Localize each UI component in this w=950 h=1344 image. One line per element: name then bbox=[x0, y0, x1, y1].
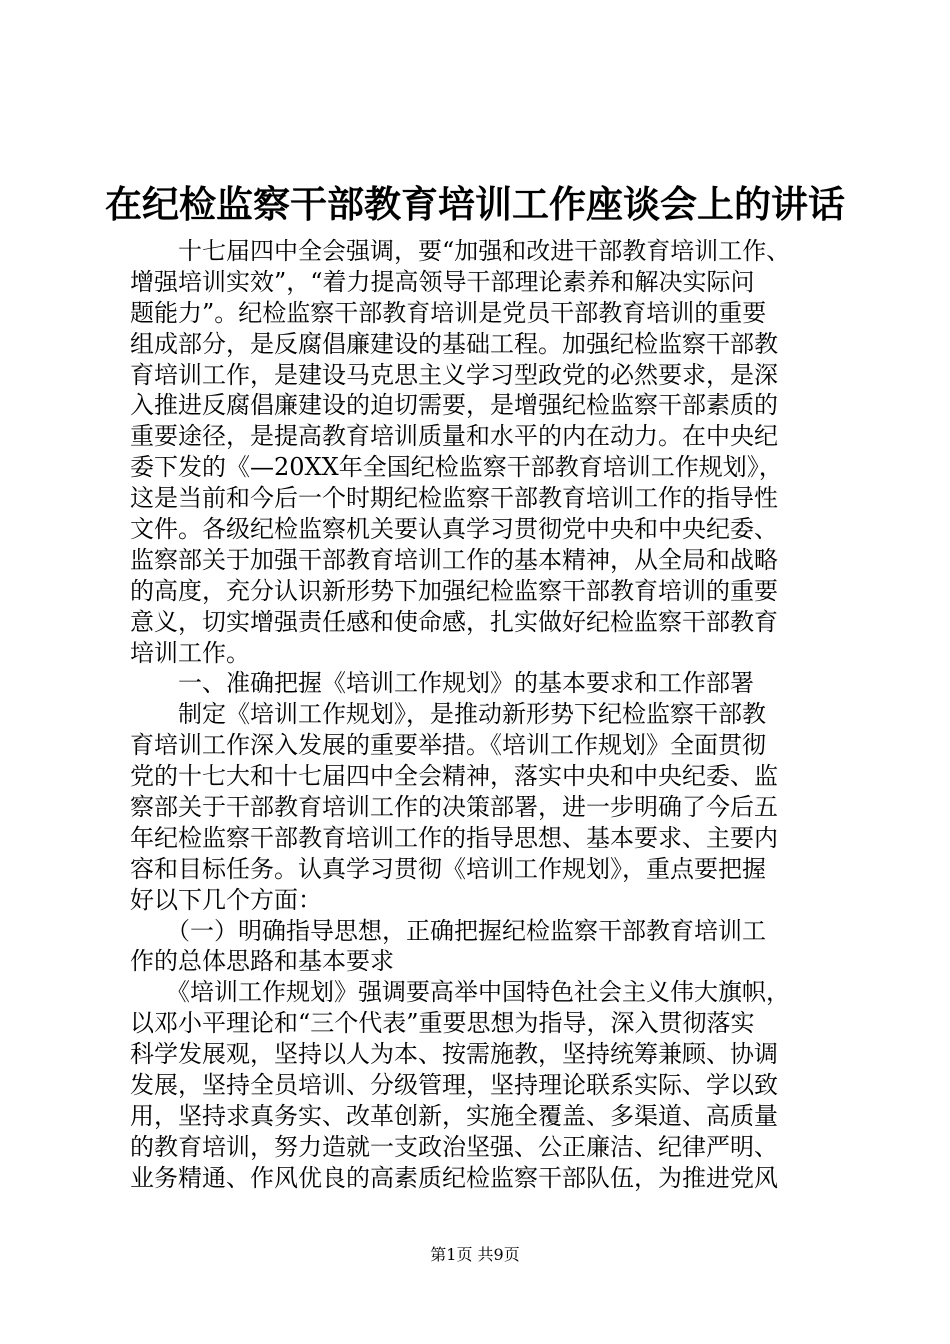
subsection-heading: 作的总体思路和基本要求 bbox=[130, 947, 394, 976]
body-line: 发展，坚持全员培训、分级管理，坚持理论联系实际、学以致 bbox=[130, 1071, 778, 1100]
body-line: 入推进反腐倡廉建设的迫切需要，是增强纪检监察干部素质的 bbox=[130, 391, 778, 420]
body-line: 《培训工作规划》强调要高举中国特色社会主义伟大旗帜， bbox=[130, 978, 790, 1007]
body-line: 容和目标任务。认真学习贯彻《培训工作规划》，重点要把握 bbox=[130, 854, 766, 883]
section-heading: 一、准确把握《培训工作规划》的基本要求和工作部署 bbox=[130, 669, 754, 698]
body-line: 重要途径，是提高教育培训质量和水平的内在动力。在中央纪 bbox=[130, 422, 778, 451]
body-line: 培训工作。 bbox=[130, 638, 250, 667]
body-line: 育培训工作深入发展的重要举措。《培训工作规划》全面贯彻 bbox=[130, 731, 766, 760]
body-line: 用，坚持求真务实、改革创新，实施全覆盖、多渠道、高质量 bbox=[130, 1101, 778, 1130]
document-title: 在纪检监察干部教育培训工作座谈会上的讲话 bbox=[105, 182, 845, 226]
page-footer: 第1页 共9页 bbox=[430, 1245, 520, 1264]
body-line: 监察部关于加强干部教育培训工作的基本精神，从全局和战略 bbox=[130, 545, 778, 574]
body-line: 制定《培训工作规划》，是推动新形势下纪检监察干部教 bbox=[130, 700, 766, 729]
body-line: 意义，切实增强责任感和使命感，扎实做好纪检监察干部教育 bbox=[130, 607, 778, 636]
body-line: 增强培训实效”，“着力提高领导干部理论素养和解决实际问 bbox=[130, 267, 755, 296]
body-line: 题能力”。纪检监察干部教育培训是党员干部教育培训的重要 bbox=[130, 298, 767, 327]
body-line: 十七届四中全会强调，要“加强和改进干部教育培训工作、 bbox=[130, 237, 791, 265]
body-line: 业务精通、作风优良的高素质纪检监察干部队伍，为推进党风 bbox=[130, 1163, 778, 1192]
body-line: 的教育培训，努力造就一支政治坚强、公正廉洁、纪律严明、 bbox=[130, 1132, 778, 1161]
body-line: 好以下几个方面： bbox=[130, 885, 322, 914]
body-line: 文件。各级纪检监察机关要认真学习贯彻党中央和中央纪委、 bbox=[130, 515, 778, 544]
body-line: 委下发的《—20XX年全国纪检监察干部教育培训工作规划》， bbox=[130, 453, 783, 482]
body-line: 党的十七大和十七届四中全会精神，落实中央和中央纪委、监 bbox=[130, 762, 778, 791]
body-line: 以邓小平理论和“三个代表”重要思想为指导，深入贯彻落实 bbox=[130, 1009, 755, 1038]
body-line: 育培训工作，是建设马克思主义学习型政党的必然要求，是深 bbox=[130, 360, 778, 389]
body-line: 察部关于干部教育培训工作的决策部署，进一步明确了今后五 bbox=[130, 793, 778, 822]
body-line: 这是当前和今后一个时期纪检监察干部教育培训工作的指导性 bbox=[130, 484, 778, 513]
body-line: 组成部分，是反腐倡廉建设的基础工程。加强纪检监察干部教 bbox=[130, 329, 778, 358]
body-line: 的高度，充分认识新形势下加强纪检监察干部教育培训的重要 bbox=[130, 576, 778, 605]
body-line: 年纪检监察干部教育培训工作的指导思想、基本要求、主要内 bbox=[130, 823, 778, 852]
subsection-heading: （一）明确指导思想，正确把握纪检监察干部教育培训工 bbox=[130, 916, 766, 945]
body-line: 科学发展观，坚持以人为本、按需施教，坚持统筹兼顾、协调 bbox=[130, 1040, 778, 1069]
document-body bbox=[130, 236, 830, 1194]
